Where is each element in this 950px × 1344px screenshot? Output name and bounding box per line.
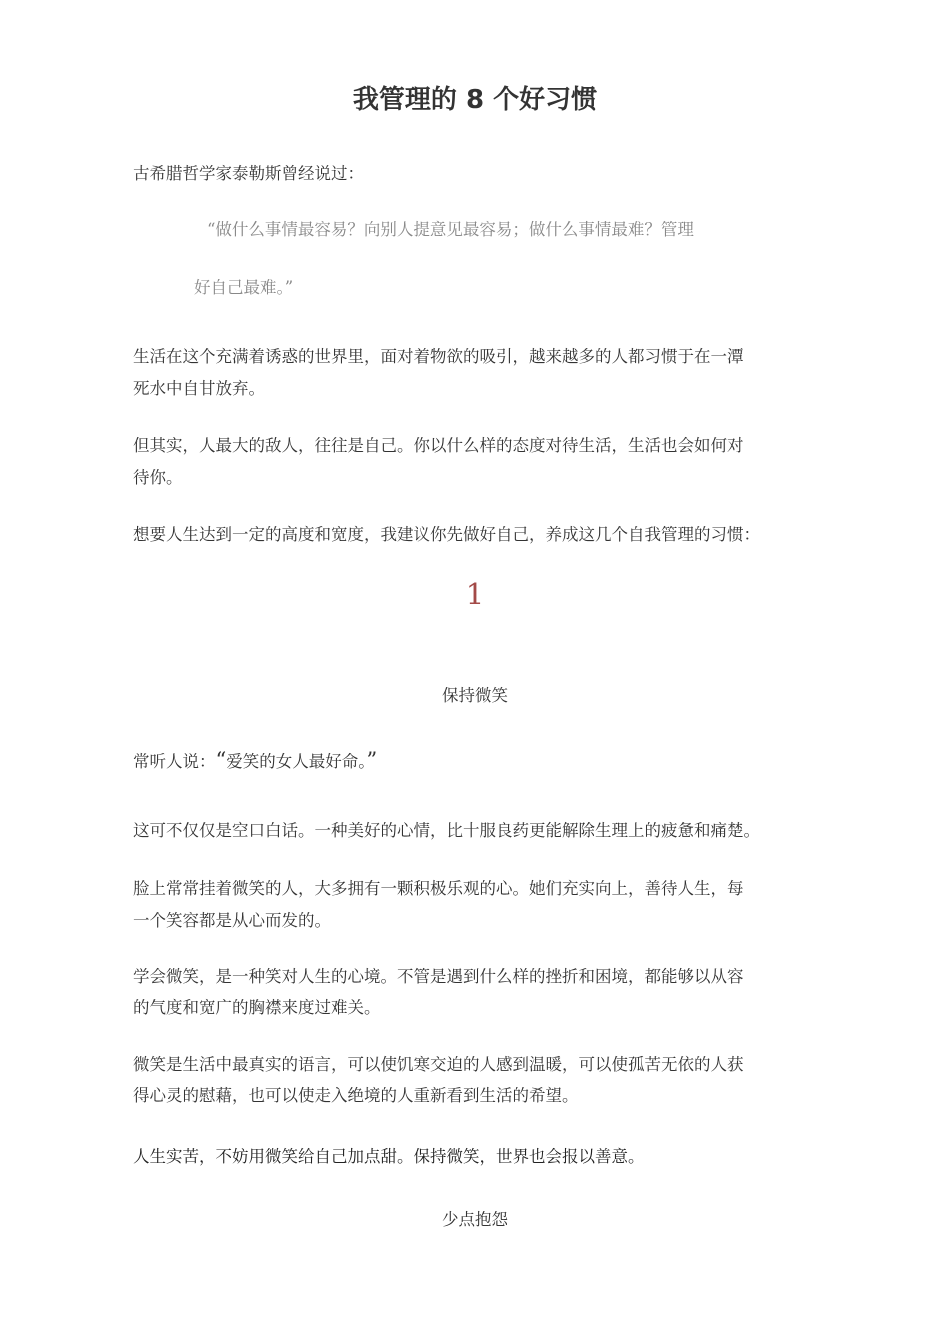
saying-line — [133, 744, 377, 778]
section-1-paragraph-2-line-2: 一个笑容都是从心而发的。 — [133, 911, 331, 930]
open-quote-mark: “ — [215, 748, 227, 772]
section-2-heading: 少点抱怨 — [442, 1210, 508, 1229]
paragraph-1-line-2: 死水中自甘放弃。 — [133, 379, 265, 398]
intro-text: 古希腊哲学家泰勒斯曾经说过： — [133, 164, 364, 183]
section-1-paragraph-4-line-1: 微笑是生活中最真实的语言，可以使饥寒交迫的人感到温暖，可以使孤苦无依的人获 — [133, 1055, 744, 1074]
page-title: 我管理的 8 个好习惯 — [352, 85, 598, 115]
quote-line-2: 好自己最难。” — [194, 278, 294, 297]
section-1-paragraph-1: 这可不仅仅是空口白话。一种美好的心情，比十服良药更能解除生理上的疲惫和痛楚。 — [133, 821, 760, 840]
section-1-heading: 保持微笑 — [442, 686, 508, 705]
section-1-paragraph-3-line-2: 的气度和宽广的胸襟来度过难关。 — [133, 998, 381, 1017]
paragraph-2-line-1: 但其实，人最大的敌人，往往是自己。你以什么样的态度对待生活，生活也会如何对 — [133, 436, 744, 455]
paragraph-1-line-1: 生活在这个充满着诱惑的世界里，面对着物欲的吸引，越来越多的人都习惯于在一潭 — [133, 347, 744, 366]
section-1-paragraph-2-line-1: 脸上常常挂着微笑的人，大多拥有一颗积极乐观的心。她们充实向上，善待人生，每 — [133, 879, 744, 898]
paragraph-3: 想要人生达到一定的高度和宽度，我建议你先做好自己，养成这几个自我管理的习惯： — [133, 525, 760, 544]
section-1-paragraph-5: 人生实苦，不妨用微笑给自己加点甜。保持微笑，世界也会报以善意。 — [133, 1147, 645, 1166]
paragraph-2-line-2: 待你。 — [133, 468, 183, 487]
saying-prefix: 常听人说： — [133, 752, 216, 771]
section-1-paragraph-3-line-1: 学会微笑，是一种笑对人生的心境。不管是遇到什么样的挫折和困境，都能够以从容 — [133, 967, 744, 986]
close-quote-mark: ” — [366, 748, 378, 772]
section-number: 1 — [465, 577, 485, 611]
quote-line-1: “做什么事情最容易？向别人提意见最容易；做什么事情最难？管理 — [207, 220, 694, 239]
saying-text: 爱笑的女人最好命。 — [226, 752, 367, 771]
section-1-paragraph-4-line-2: 得心灵的慰藉，也可以使走入绝境的人重新看到生活的希望。 — [133, 1086, 579, 1105]
